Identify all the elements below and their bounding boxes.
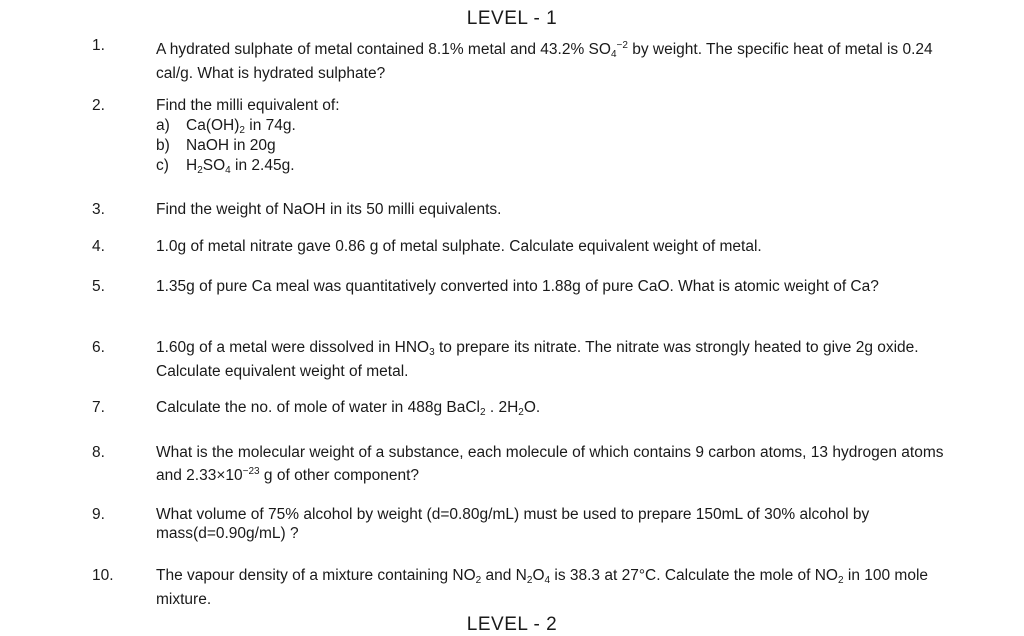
question-text: Find the milli equivalent of: bbox=[156, 97, 340, 114]
question-number: 6. bbox=[92, 339, 105, 356]
subitem-b: b) NaOH in 20g bbox=[156, 137, 276, 154]
level-heading: LEVEL - 1 bbox=[466, 8, 558, 29]
question-number: 8. bbox=[92, 444, 105, 461]
next-level-heading: LEVEL - 2 bbox=[466, 614, 558, 635]
question-text: What volume of 75% alcohol by weight (d=0.80g/mL) must be used to prepare 150mL of 30% alcohol by mass(d=0.90g/mL) ? bbox=[156, 506, 870, 542]
question-text: 1.60g of a metal were dissolved in $HNO_3$ to prepare its nitrate. The nitrate was strongly heated to give 2g oxide. Calculate equivalent weight of metal. bbox=[156, 339, 919, 380]
question-text: Calculate the no. of mole of water in 488g BaCl$_2$ . $2H_2O$. bbox=[156, 399, 541, 418]
question-text: The vapour density of a mixture containing $NO_2$ and $N_2O_4$ is 38.3 at 27°C. Calculate the mole of $NO_2$ in 100 mole mixture. bbox=[156, 567, 929, 608]
question-text: 1.0g of metal nitrate gave 0.86 g of metal sulphate. Calculate equivalent weight of metal. bbox=[156, 238, 762, 255]
question-number: 3. bbox=[92, 201, 105, 218]
question-number: 4. bbox=[92, 238, 105, 255]
question-number: 10. bbox=[92, 567, 114, 584]
question-text: What is the molecular weight of a substance, each molecule of which contains 9 carbon atoms, 13 hydrogen atoms and $2.33\times 10^{-23}$ g of other component? bbox=[156, 444, 944, 484]
question-text: Find the weight of NaOH in its 50 milli equivalents. bbox=[156, 201, 502, 218]
question-number: 2. bbox=[92, 97, 105, 114]
question-number: 1. bbox=[92, 37, 105, 54]
question-text: 1.35g of pure Ca meal was quantitatively converted into 1.88g of pure CaO. What is atomic weight of Ca? bbox=[156, 278, 879, 295]
subitem-c: c) $H_2SO_4$ in 2.45g. bbox=[156, 157, 295, 176]
question-text: A hydrated sulphate of metal contained 8.1% metal and 43.2% $SO_4^{-2}$ by weight. The specific heat of metal is 0.24 cal/g. What is hydrated sulphate? bbox=[156, 40, 933, 82]
subitem-a: a) $Ca(OH)_2$ in 74g. bbox=[156, 117, 296, 136]
question-number: 9. bbox=[92, 506, 105, 523]
question-number: 7. bbox=[92, 399, 105, 416]
question-number: 5. bbox=[92, 278, 105, 295]
